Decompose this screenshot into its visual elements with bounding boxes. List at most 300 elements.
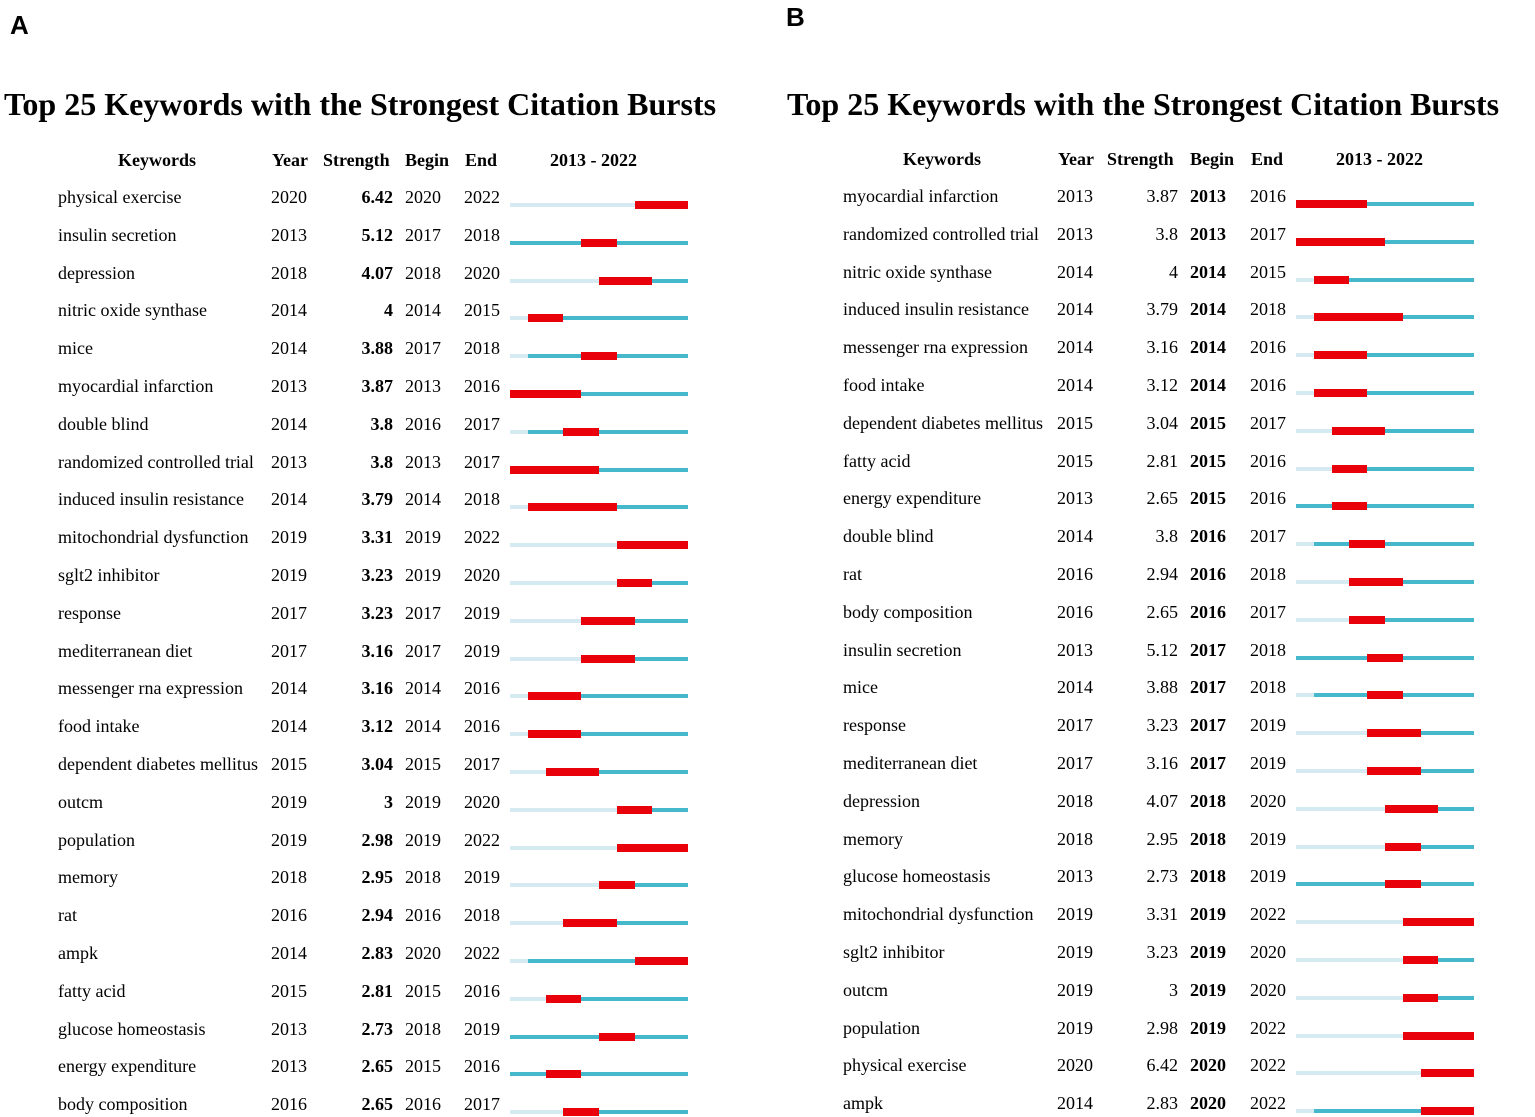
keyword-cell: fatty acid	[58, 980, 126, 1001]
year-cell: 2018	[271, 867, 307, 888]
end-cell: 2019	[464, 602, 500, 623]
strength-cell: 3	[1169, 979, 1178, 1000]
end-cell: 2017	[464, 1094, 500, 1115]
keyword-cell: myocardial infarction	[58, 376, 214, 396]
end-cell: 2016	[1250, 488, 1286, 509]
burst-bar	[1403, 994, 1439, 1002]
begin-cell: 2020	[405, 187, 441, 207]
year-cell: 2020	[1057, 1055, 1093, 1076]
year-cell: 2018	[271, 262, 307, 283]
end-cell: 2020	[464, 565, 500, 585]
year-cell: 2014	[1057, 1093, 1093, 1114]
end-cell: 2016	[1250, 450, 1286, 471]
year-cell: 2014	[271, 413, 307, 434]
timeline-inactive-segment	[510, 279, 599, 283]
header-strength: Strength	[1107, 149, 1174, 169]
timeline-inactive-segment	[1296, 807, 1385, 811]
keyword-cell: depression	[58, 262, 135, 283]
burst-bar	[563, 428, 599, 436]
header-year: Year	[272, 150, 308, 170]
keyword-cell: messenger rna expression	[843, 337, 1028, 358]
burst-bar	[1367, 654, 1403, 662]
keyword-cell: memory	[58, 867, 118, 888]
timeline-inactive-segment	[510, 808, 617, 812]
year-cell: 2019	[1057, 1017, 1093, 1038]
burst-bar	[1367, 729, 1420, 737]
strength-cell: 3.16	[1146, 337, 1178, 358]
year-cell: 2013	[1057, 488, 1093, 509]
keyword-cell: ampk	[843, 1093, 883, 1114]
burst-bar	[617, 579, 653, 587]
timeline-inactive-segment	[1296, 618, 1349, 622]
burst-bar	[546, 768, 599, 776]
keyword-cell: depression	[843, 790, 920, 811]
keyword-cell: response	[58, 602, 121, 623]
begin-cell: 2015	[1190, 412, 1226, 433]
begin-cell: 2015	[405, 754, 441, 774]
strength-cell: 3.23	[361, 602, 393, 623]
strength-cell: 2.94	[1146, 564, 1178, 584]
keyword-cell: insulin secretion	[843, 639, 962, 660]
timeline-inactive-segment	[1296, 1034, 1403, 1038]
strength-cell: 3.79	[361, 489, 393, 510]
header-timeline: 2013 - 2022	[550, 150, 637, 170]
end-cell: 2016	[1250, 186, 1286, 206]
begin-cell: 2016	[1190, 526, 1226, 547]
keyword-cell: population	[843, 1017, 920, 1038]
strength-cell: 2.73	[361, 1018, 393, 1039]
begin-cell: 2015	[1190, 450, 1226, 471]
year-cell: 2013	[271, 451, 307, 472]
year-cell: 2014	[1057, 337, 1093, 358]
strength-cell: 6.42	[1146, 1055, 1178, 1076]
strength-cell: 2.81	[1146, 450, 1178, 471]
burst-bar	[1332, 465, 1368, 473]
end-cell: 2019	[464, 640, 500, 661]
begin-cell: 2019	[405, 565, 441, 585]
year-cell: 2013	[1057, 866, 1093, 887]
burst-bar	[1296, 238, 1385, 246]
timeline-inactive-segment	[510, 316, 528, 320]
end-cell: 2016	[464, 980, 500, 1001]
strength-cell: 3.8	[1155, 526, 1178, 547]
keyword-cell: messenger rna expression	[58, 678, 243, 699]
end-cell: 2022	[1250, 904, 1286, 925]
end-cell: 2018	[464, 224, 500, 245]
keyword-cell: induced insulin resistance	[58, 489, 244, 510]
begin-cell: 2017	[405, 640, 441, 661]
begin-cell: 2015	[405, 980, 441, 1001]
timeline-inactive-segment	[510, 581, 617, 585]
end-cell: 2020	[464, 791, 500, 812]
strength-cell: 2.83	[361, 943, 393, 963]
chart-title: Top 25 Keywords with the Strongest Citation Bursts	[787, 86, 1500, 122]
strength-cell: 3	[384, 791, 393, 812]
burst-bar	[1367, 691, 1403, 699]
header-end: End	[1251, 149, 1284, 169]
year-cell: 2019	[1057, 979, 1093, 1000]
keyword-cell: fatty acid	[843, 450, 911, 471]
end-cell: 2018	[1250, 677, 1286, 698]
burst-bar	[510, 390, 581, 398]
strength-cell: 3.88	[361, 338, 393, 359]
year-cell: 2014	[1057, 375, 1093, 395]
burst-bar	[617, 844, 688, 852]
end-cell: 2022	[1250, 1017, 1286, 1038]
strength-cell: 4.07	[1146, 790, 1178, 811]
begin-cell: 2014	[1190, 375, 1226, 395]
timeline-inactive-segment	[1296, 731, 1367, 735]
begin-cell: 2016	[405, 1094, 441, 1115]
strength-cell: 3.8	[370, 413, 393, 434]
timeline-inactive-segment	[510, 619, 581, 623]
timeline-inactive-segment	[510, 770, 546, 774]
strength-cell: 2.95	[361, 867, 393, 888]
strength-cell: 3.87	[1146, 186, 1178, 206]
burst-bar	[1314, 389, 1367, 397]
timeline-inactive-segment	[510, 657, 581, 661]
begin-cell: 2014	[1190, 299, 1226, 320]
end-cell: 2018	[1250, 299, 1286, 320]
begin-cell: 2017	[1190, 715, 1226, 736]
burst-bar	[1332, 502, 1368, 510]
year-cell: 2020	[271, 187, 307, 207]
strength-cell: 2.98	[361, 829, 393, 850]
timeline-inactive-segment	[1296, 429, 1332, 433]
end-cell: 2020	[1250, 790, 1286, 811]
keyword-cell: mediterranean diet	[843, 753, 978, 773]
strength-cell: 5.12	[1146, 639, 1178, 660]
timeline-inactive-segment	[1296, 769, 1367, 773]
begin-cell: 2018	[1190, 866, 1226, 887]
strength-cell: 2.65	[361, 1056, 393, 1077]
year-cell: 2019	[271, 565, 307, 585]
keyword-cell: response	[843, 715, 906, 736]
strength-cell: 3.12	[361, 716, 393, 737]
end-cell: 2020	[1250, 979, 1286, 1000]
begin-cell: 2018	[1190, 790, 1226, 811]
burst-bar	[1332, 427, 1385, 435]
end-cell: 2017	[1250, 412, 1286, 433]
keyword-cell: dependent diabetes mellitus	[58, 754, 258, 774]
keyword-cell: randomized controlled trial	[58, 451, 254, 472]
keyword-cell: double blind	[58, 413, 149, 434]
end-cell: 2022	[464, 527, 500, 548]
year-cell: 2013	[271, 1018, 307, 1039]
burst-bar	[617, 806, 653, 814]
burst-bar	[599, 881, 635, 889]
keyword-cell: randomized controlled trial	[843, 223, 1039, 244]
burst-bar	[528, 730, 581, 738]
timeline-inactive-segment	[510, 846, 617, 850]
end-cell: 2017	[464, 754, 500, 774]
timeline-inactive-segment	[510, 883, 599, 887]
burst-bar	[528, 503, 617, 511]
begin-cell: 2019	[405, 829, 441, 850]
keyword-cell: memory	[843, 828, 903, 849]
strength-cell: 3.87	[361, 376, 393, 396]
begin-cell: 2019	[1190, 979, 1226, 1000]
strength-cell: 4.07	[361, 262, 393, 283]
strength-cell: 2.73	[1146, 866, 1178, 887]
burst-bar	[1314, 351, 1367, 359]
end-cell: 2017	[464, 413, 500, 434]
end-cell: 2018	[1250, 564, 1286, 584]
keyword-cell: induced insulin resistance	[843, 299, 1029, 320]
keyword-cell: outcm	[843, 979, 888, 1000]
year-cell: 2017	[1057, 715, 1093, 736]
begin-cell: 2019	[405, 527, 441, 548]
timeline-inactive-segment	[1296, 580, 1349, 584]
timeline-inactive-segment	[1296, 693, 1314, 697]
strength-cell: 3.8	[1155, 223, 1178, 244]
burst-bar	[1367, 767, 1420, 775]
year-cell: 2019	[1057, 904, 1093, 925]
keyword-cell: glucose homeostasis	[843, 866, 991, 887]
burst-bar	[1385, 880, 1421, 888]
year-cell: 2016	[1057, 564, 1093, 584]
strength-cell: 2.94	[361, 905, 393, 926]
begin-cell: 2014	[405, 678, 441, 699]
strength-cell: 3.8	[370, 451, 393, 472]
keyword-cell: outcm	[58, 791, 103, 812]
year-cell: 2016	[271, 1094, 307, 1115]
burst-bar	[563, 1108, 599, 1116]
keyword-cell: population	[58, 829, 135, 850]
end-cell: 2016	[1250, 375, 1286, 395]
begin-cell: 2019	[1190, 1017, 1226, 1038]
strength-cell: 2.98	[1146, 1017, 1178, 1038]
header-begin: Begin	[405, 150, 450, 170]
begin-cell: 2013	[405, 376, 441, 396]
timeline-inactive-segment	[510, 959, 528, 963]
timeline-active-segment	[1296, 504, 1474, 508]
timeline-inactive-segment	[1296, 958, 1403, 962]
header-keywords: Keywords	[903, 149, 981, 169]
begin-cell: 2018	[405, 867, 441, 888]
strength-cell: 2.65	[361, 1094, 393, 1115]
burst-bar	[635, 201, 688, 209]
strength-cell: 3.16	[361, 640, 393, 661]
strength-cell: 3.88	[1146, 677, 1178, 698]
end-cell: 2018	[464, 338, 500, 359]
begin-cell: 2014	[405, 489, 441, 510]
strength-cell: 2.81	[361, 980, 393, 1001]
end-cell: 2016	[1250, 337, 1286, 358]
year-cell: 2017	[271, 640, 307, 661]
begin-cell: 2019	[405, 791, 441, 812]
timeline-inactive-segment	[510, 505, 528, 509]
burst-bar	[546, 1070, 582, 1078]
year-cell: 2014	[1057, 261, 1093, 282]
strength-cell: 3.04	[1146, 412, 1178, 433]
panel-a	[0, 0, 767, 1117]
strength-cell: 6.42	[361, 187, 393, 207]
timeline-inactive-segment	[1296, 1071, 1421, 1075]
strength-cell: 4	[1169, 261, 1178, 282]
keyword-cell: glucose homeostasis	[58, 1018, 206, 1039]
burst-bar	[1421, 1069, 1474, 1077]
burst-bar	[581, 617, 634, 625]
year-cell: 2014	[271, 716, 307, 737]
keyword-cell: sglt2 inhibitor	[58, 565, 160, 585]
end-cell: 2022	[1250, 1055, 1286, 1076]
burst-bar	[510, 466, 599, 474]
keyword-cell: mitochondrial dysfunction	[58, 527, 249, 548]
begin-cell: 2017	[1190, 753, 1226, 773]
header-begin: Begin	[1190, 149, 1235, 169]
header-end: End	[465, 150, 498, 170]
burst-bar	[1349, 616, 1385, 624]
timeline-inactive-segment	[1296, 278, 1314, 282]
year-cell: 2019	[1057, 942, 1093, 962]
year-cell: 2019	[271, 791, 307, 812]
year-cell: 2014	[271, 338, 307, 359]
year-cell: 2014	[1057, 299, 1093, 320]
keyword-cell: insulin secretion	[58, 224, 177, 245]
panel-label: B	[786, 2, 805, 32]
keyword-cell: dependent diabetes mellitus	[843, 412, 1043, 433]
begin-cell: 2017	[405, 224, 441, 245]
burst-bar	[1296, 200, 1367, 208]
begin-cell: 2013	[405, 451, 441, 472]
timeline-inactive-segment	[510, 694, 528, 698]
begin-cell: 2013	[1190, 186, 1226, 206]
strength-cell: 5.12	[361, 224, 393, 245]
year-cell: 2014	[271, 489, 307, 510]
end-cell: 2017	[1250, 601, 1286, 622]
burst-bar	[1349, 578, 1402, 586]
begin-cell: 2017	[1190, 677, 1226, 698]
strength-cell: 3.16	[361, 678, 393, 699]
begin-cell: 2014	[405, 300, 441, 321]
begin-cell: 2016	[1190, 601, 1226, 622]
strength-cell: 3.31	[361, 527, 393, 548]
keyword-cell: physical exercise	[843, 1055, 967, 1076]
end-cell: 2019	[1250, 715, 1286, 736]
end-cell: 2017	[1250, 526, 1286, 547]
year-cell: 2013	[271, 1056, 307, 1077]
begin-cell: 2013	[1190, 223, 1226, 244]
timeline-inactive-segment	[1296, 1109, 1314, 1113]
panel-label: A	[10, 10, 29, 40]
keyword-cell: mediterranean diet	[58, 640, 193, 661]
year-cell: 2014	[1057, 526, 1093, 547]
year-cell: 2019	[271, 527, 307, 548]
burst-bar	[528, 314, 564, 322]
strength-cell: 3.23	[361, 565, 393, 585]
strength-cell: 2.65	[1146, 601, 1178, 622]
burst-bar	[581, 352, 617, 360]
burst-bar	[528, 692, 581, 700]
keyword-cell: mitochondrial dysfunction	[843, 904, 1034, 925]
keyword-cell: body composition	[58, 1094, 188, 1115]
begin-cell: 2018	[405, 262, 441, 283]
keyword-cell: rat	[843, 564, 862, 584]
end-cell: 2017	[464, 451, 500, 472]
burst-bar	[1314, 313, 1403, 321]
end-cell: 2019	[464, 867, 500, 888]
begin-cell: 2015	[1190, 488, 1226, 509]
year-cell: 2017	[271, 602, 307, 623]
strength-cell: 2.65	[1146, 488, 1178, 509]
end-cell: 2018	[464, 489, 500, 510]
burst-bar	[1403, 1032, 1474, 1040]
keyword-cell: energy expenditure	[843, 488, 982, 509]
begin-cell: 2020	[405, 943, 441, 963]
timeline-inactive-segment	[510, 1110, 563, 1114]
end-cell: 2019	[1250, 866, 1286, 887]
keyword-cell: body composition	[843, 601, 973, 622]
burst-bar	[581, 655, 634, 663]
begin-cell: 2016	[1190, 564, 1226, 584]
burst-bar	[635, 957, 688, 965]
timeline-inactive-segment	[510, 543, 617, 547]
timeline-inactive-segment	[510, 430, 528, 434]
end-cell: 2016	[464, 678, 500, 699]
timeline-active-segment	[510, 1072, 688, 1076]
begin-cell: 2017	[405, 602, 441, 623]
burst-bar	[599, 1033, 635, 1041]
keyword-cell: nitric oxide synthase	[843, 261, 992, 282]
year-cell: 2013	[271, 376, 307, 396]
timeline-inactive-segment	[1296, 996, 1403, 1000]
end-cell: 2022	[464, 943, 500, 963]
end-cell: 2018	[1250, 639, 1286, 660]
year-cell: 2019	[271, 829, 307, 850]
strength-cell: 2.95	[1146, 828, 1178, 849]
end-cell: 2015	[464, 300, 500, 321]
keyword-cell: nitric oxide synthase	[58, 300, 207, 321]
header-timeline: 2013 - 2022	[1336, 149, 1423, 169]
timeline-inactive-segment	[1296, 391, 1314, 395]
keyword-cell: myocardial infarction	[843, 186, 999, 206]
burst-bar	[546, 995, 582, 1003]
burst-bar	[581, 239, 617, 247]
year-cell: 2013	[1057, 639, 1093, 660]
timeline-active-segment	[528, 430, 688, 434]
timeline-inactive-segment	[1296, 920, 1403, 924]
strength-cell: 3.23	[1146, 942, 1178, 962]
strength-cell: 3.79	[1146, 299, 1178, 320]
begin-cell: 2016	[405, 413, 441, 434]
begin-cell: 2020	[1190, 1055, 1226, 1076]
timeline-inactive-segment	[510, 921, 563, 925]
begin-cell: 2017	[405, 338, 441, 359]
keyword-cell: physical exercise	[58, 187, 182, 207]
header-keywords: Keywords	[118, 150, 196, 170]
year-cell: 2014	[271, 943, 307, 963]
chart-title: Top 25 Keywords with the Strongest Citation Bursts	[4, 86, 717, 122]
burst-bar	[563, 919, 616, 927]
burst-bar	[1403, 956, 1439, 964]
keyword-cell: food intake	[58, 716, 140, 737]
burst-bar	[617, 541, 688, 549]
end-cell: 2020	[464, 262, 500, 283]
year-cell: 2014	[271, 300, 307, 321]
begin-cell: 2014	[1190, 261, 1226, 282]
end-cell: 2017	[1250, 223, 1286, 244]
end-cell: 2019	[464, 1018, 500, 1039]
end-cell: 2018	[464, 905, 500, 926]
keyword-cell: food intake	[843, 375, 925, 395]
end-cell: 2016	[464, 716, 500, 737]
year-cell: 2015	[1057, 412, 1093, 433]
timeline-inactive-segment	[510, 354, 528, 358]
end-cell: 2020	[1250, 942, 1286, 962]
strength-cell: 2.83	[1146, 1093, 1178, 1114]
burst-bar	[1349, 540, 1385, 548]
